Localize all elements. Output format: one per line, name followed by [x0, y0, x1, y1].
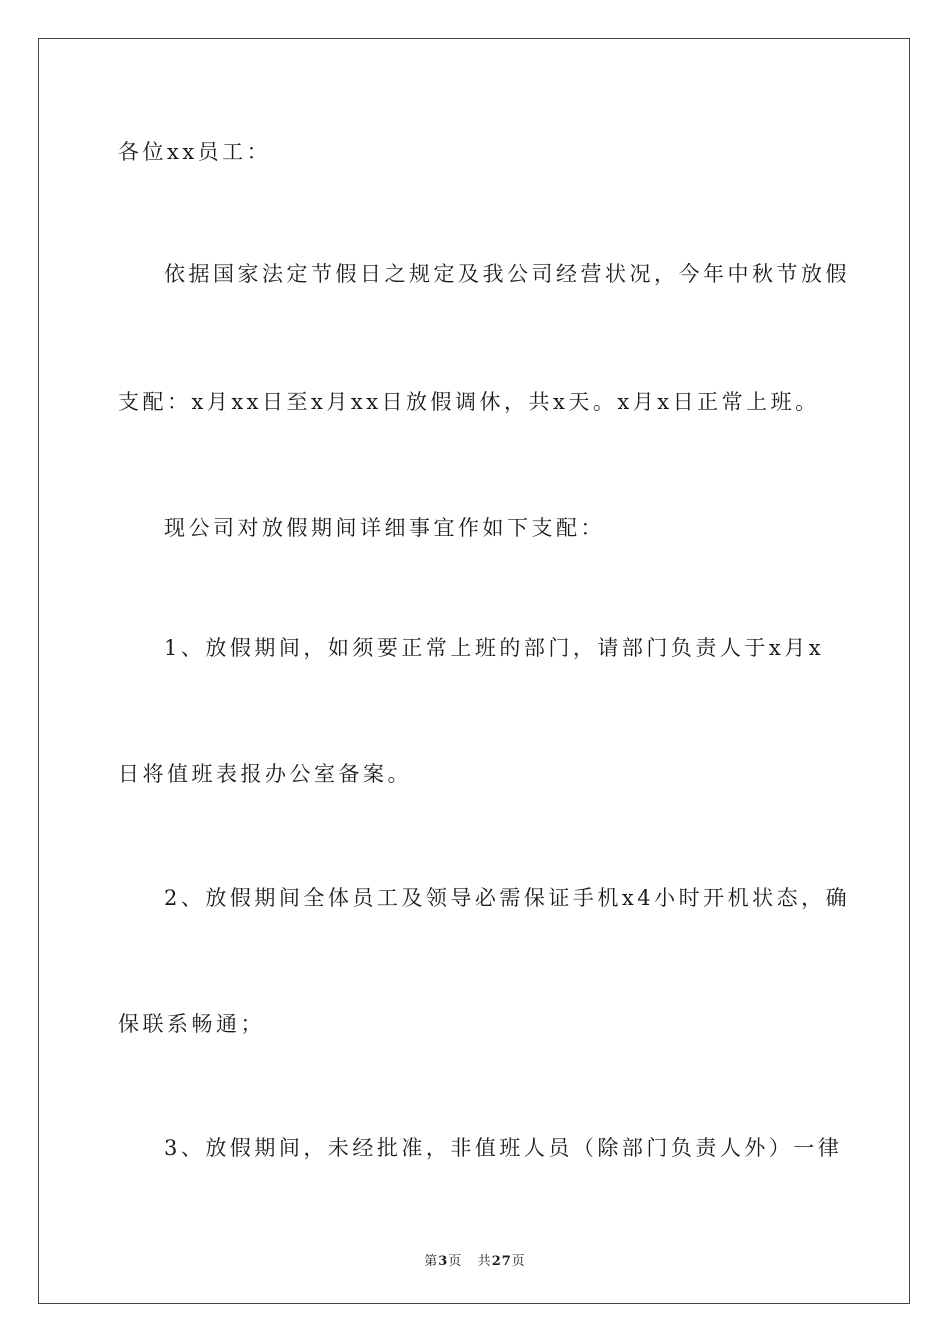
paragraph-line: 支配：x月xx日至x月xx日放假调休，共x天。x月x日正常上班。 — [118, 390, 820, 414]
list-item-line: 2、放假期间全体员工及领导必需保证手机x4小时开机状态，确 — [164, 886, 851, 910]
paragraph-line: 依据国家法定节假日之规定及我公司经营状况，今年中秋节放假 — [164, 262, 850, 286]
list-item-line: 日将值班表报办公室备案。 — [118, 762, 412, 786]
page-border — [38, 38, 910, 1304]
page-suffix: 页 — [448, 1254, 463, 1269]
salutation: 各位xx员工： — [118, 140, 272, 164]
total-pages: 27 — [491, 1254, 512, 1269]
total-prefix: 共 — [477, 1254, 492, 1269]
paragraph-line: 现公司对放假期间详细事宜作如下支配： — [164, 516, 605, 540]
page-prefix: 第 — [424, 1254, 439, 1269]
total-suffix: 页 — [511, 1254, 526, 1269]
list-item-line: 保联系畅通； — [118, 1012, 265, 1036]
list-item-line: 1、放假期间，如须要正常上班的部门，请部门负责人于x月x — [164, 636, 825, 660]
page-number: 3 — [438, 1254, 449, 1269]
list-item-line: 3、放假期间，未经批准，非值班人员（除部门负责人外）一律 — [164, 1136, 843, 1160]
page-footer — [0, 1250, 950, 1269]
